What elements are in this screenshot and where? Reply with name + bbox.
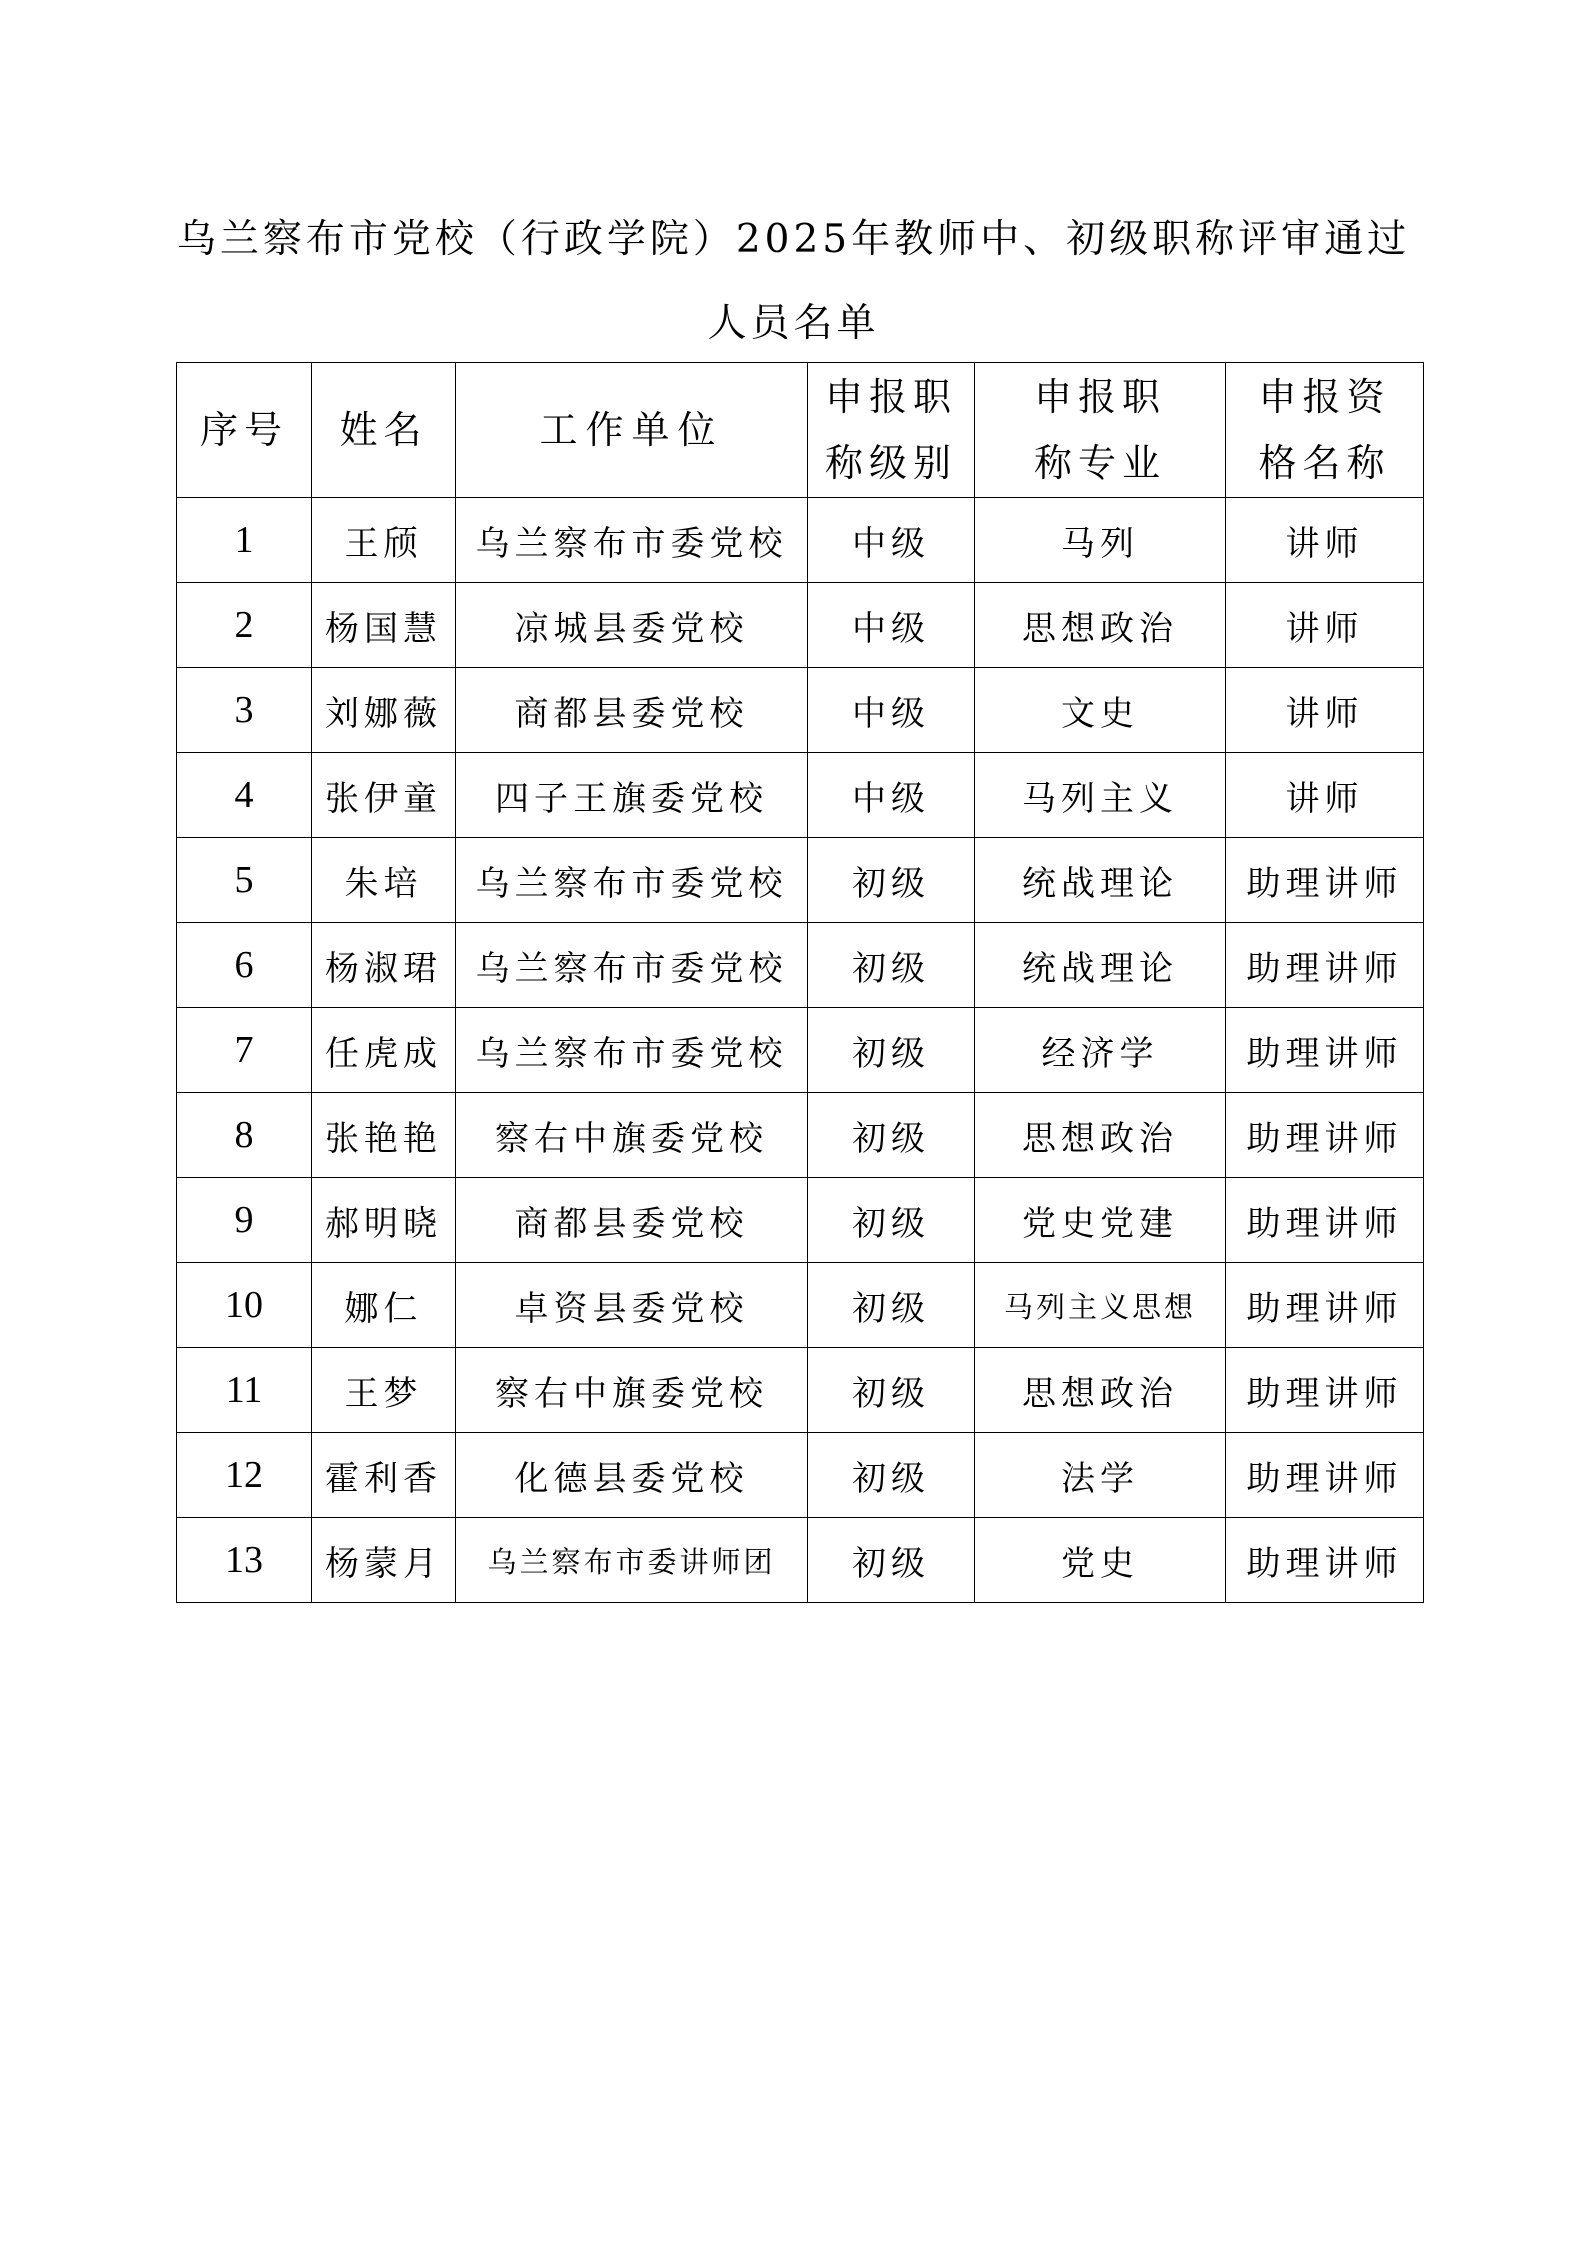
cell-index: 8 — [177, 1093, 312, 1178]
cell-name: 王梦 — [312, 1348, 456, 1433]
cell-work-unit: 卓资县委党校 — [456, 1263, 808, 1348]
header-qualification — [1226, 363, 1424, 498]
document-title-line-2: 人员名单 — [707, 301, 880, 346]
cell-work-unit: 乌兰察布市委讲师团 — [456, 1518, 808, 1603]
cell-qualification: 助理讲师 — [1226, 1178, 1424, 1263]
cell-qualification: 讲师 — [1226, 668, 1424, 753]
table-row — [177, 1178, 1424, 1263]
header-title-specialty-text: 申报职称专业 — [1033, 375, 1166, 485]
cell-title-specialty: 党史 — [975, 1518, 1226, 1603]
cell-work-unit: 察右中旗委党校 — [456, 1093, 808, 1178]
cell-index: 3 — [177, 668, 312, 753]
cell-name: 娜仁 — [312, 1263, 456, 1348]
cell-title-level: 中级 — [808, 753, 975, 838]
cell-title-level: 中级 — [808, 498, 975, 583]
cell-title-specialty: 文史 — [975, 668, 1226, 753]
cell-qualification: 助理讲师 — [1226, 1093, 1424, 1178]
cell-title-specialty: 马列 — [975, 498, 1226, 583]
cell-name: 杨淑珺 — [312, 923, 456, 1008]
cell-work-unit: 乌兰察布市委党校 — [456, 1008, 808, 1093]
cell-work-unit: 乌兰察布市委党校 — [456, 838, 808, 923]
document-title-line-1: 乌兰察布市党校（行政学院）2025年教师中、初级职称评审通过 — [176, 217, 1411, 262]
cell-index: 1 — [177, 498, 312, 583]
cell-qualification: 助理讲师 — [1226, 1263, 1424, 1348]
approved-personnel-table — [176, 362, 1424, 1603]
cell-title-level: 初级 — [808, 838, 975, 923]
cell-qualification: 助理讲师 — [1226, 1008, 1424, 1093]
cell-index: 10 — [177, 1263, 312, 1348]
cell-name: 刘娜薇 — [312, 668, 456, 753]
table-row — [177, 1433, 1424, 1518]
table-row — [177, 498, 1424, 583]
cell-qualification: 讲师 — [1226, 753, 1424, 838]
cell-name: 朱培 — [312, 838, 456, 923]
cell-work-unit: 察右中旗委党校 — [456, 1348, 808, 1433]
cell-title-specialty: 经济学 — [975, 1008, 1226, 1093]
cell-qualification: 讲师 — [1226, 498, 1424, 583]
header-title-level — [808, 363, 975, 498]
cell-index: 9 — [177, 1178, 312, 1263]
header-title-level-text: 申报职称级别 — [824, 375, 957, 485]
cell-title-level: 初级 — [808, 923, 975, 1008]
cell-title-level: 中级 — [808, 583, 975, 668]
cell-title-specialty: 党史党建 — [975, 1178, 1226, 1263]
cell-title-specialty: 统战理论 — [975, 838, 1226, 923]
cell-title-level: 初级 — [808, 1433, 975, 1518]
cell-title-level: 初级 — [808, 1008, 975, 1093]
cell-qualification: 助理讲师 — [1226, 838, 1424, 923]
cell-work-unit: 乌兰察布市委党校 — [456, 923, 808, 1008]
table-row — [177, 583, 1424, 668]
cell-index: 12 — [177, 1433, 312, 1518]
table-row — [177, 1093, 1424, 1178]
cell-title-level: 初级 — [808, 1518, 975, 1603]
table-row — [177, 923, 1424, 1008]
cell-name: 郝明晓 — [312, 1178, 456, 1263]
cell-title-level: 初级 — [808, 1178, 975, 1263]
header-title-specialty — [975, 363, 1226, 498]
cell-title-specialty: 法学 — [975, 1433, 1226, 1518]
cell-work-unit: 化德县委党校 — [456, 1433, 808, 1518]
cell-qualification: 助理讲师 — [1226, 923, 1424, 1008]
header-name: 姓名 — [312, 363, 456, 498]
cell-work-unit: 商都县委党校 — [456, 668, 808, 753]
table-row — [177, 1008, 1424, 1093]
cell-qualification: 助理讲师 — [1226, 1348, 1424, 1433]
cell-name: 杨国慧 — [312, 583, 456, 668]
table-row — [177, 753, 1424, 838]
cell-index: 6 — [177, 923, 312, 1008]
cell-index: 5 — [177, 838, 312, 923]
cell-title-specialty: 思想政治 — [975, 1348, 1226, 1433]
cell-index: 11 — [177, 1348, 312, 1433]
table-header-row — [177, 363, 1424, 498]
table-row — [177, 1348, 1424, 1433]
cell-name: 张伊童 — [312, 753, 456, 838]
cell-work-unit: 商都县委党校 — [456, 1178, 808, 1263]
cell-index: 7 — [177, 1008, 312, 1093]
cell-index: 2 — [177, 583, 312, 668]
table-row — [177, 1518, 1424, 1603]
cell-name: 任虎成 — [312, 1008, 456, 1093]
cell-title-specialty: 统战理论 — [975, 923, 1226, 1008]
cell-index: 13 — [177, 1518, 312, 1603]
cell-title-level: 初级 — [808, 1263, 975, 1348]
cell-title-level: 初级 — [808, 1348, 975, 1433]
cell-title-specialty: 马列主义思想 — [975, 1263, 1226, 1348]
cell-title-level: 中级 — [808, 668, 975, 753]
table-row — [177, 1263, 1424, 1348]
header-index: 序号 — [177, 363, 312, 498]
cell-title-level: 初级 — [808, 1093, 975, 1178]
header-work-unit: 工作单位 — [456, 363, 808, 498]
cell-name: 杨蒙月 — [312, 1518, 456, 1603]
cell-work-unit: 凉城县委党校 — [456, 583, 808, 668]
cell-name: 王颀 — [312, 498, 456, 583]
table-row — [177, 668, 1424, 753]
cell-work-unit: 四子王旗委党校 — [456, 753, 808, 838]
cell-name: 张艳艳 — [312, 1093, 456, 1178]
cell-name: 霍利香 — [312, 1433, 456, 1518]
cell-title-specialty: 思想政治 — [975, 1093, 1226, 1178]
header-qualification-text: 申报资格名称 — [1258, 375, 1391, 485]
cell-qualification: 讲师 — [1226, 583, 1424, 668]
table-row — [177, 838, 1424, 923]
cell-qualification: 助理讲师 — [1226, 1433, 1424, 1518]
cell-title-specialty: 马列主义 — [975, 753, 1226, 838]
cell-index: 4 — [177, 753, 312, 838]
cell-title-specialty: 思想政治 — [975, 583, 1226, 668]
cell-work-unit: 乌兰察布市委党校 — [456, 498, 808, 583]
cell-qualification: 助理讲师 — [1226, 1518, 1424, 1603]
